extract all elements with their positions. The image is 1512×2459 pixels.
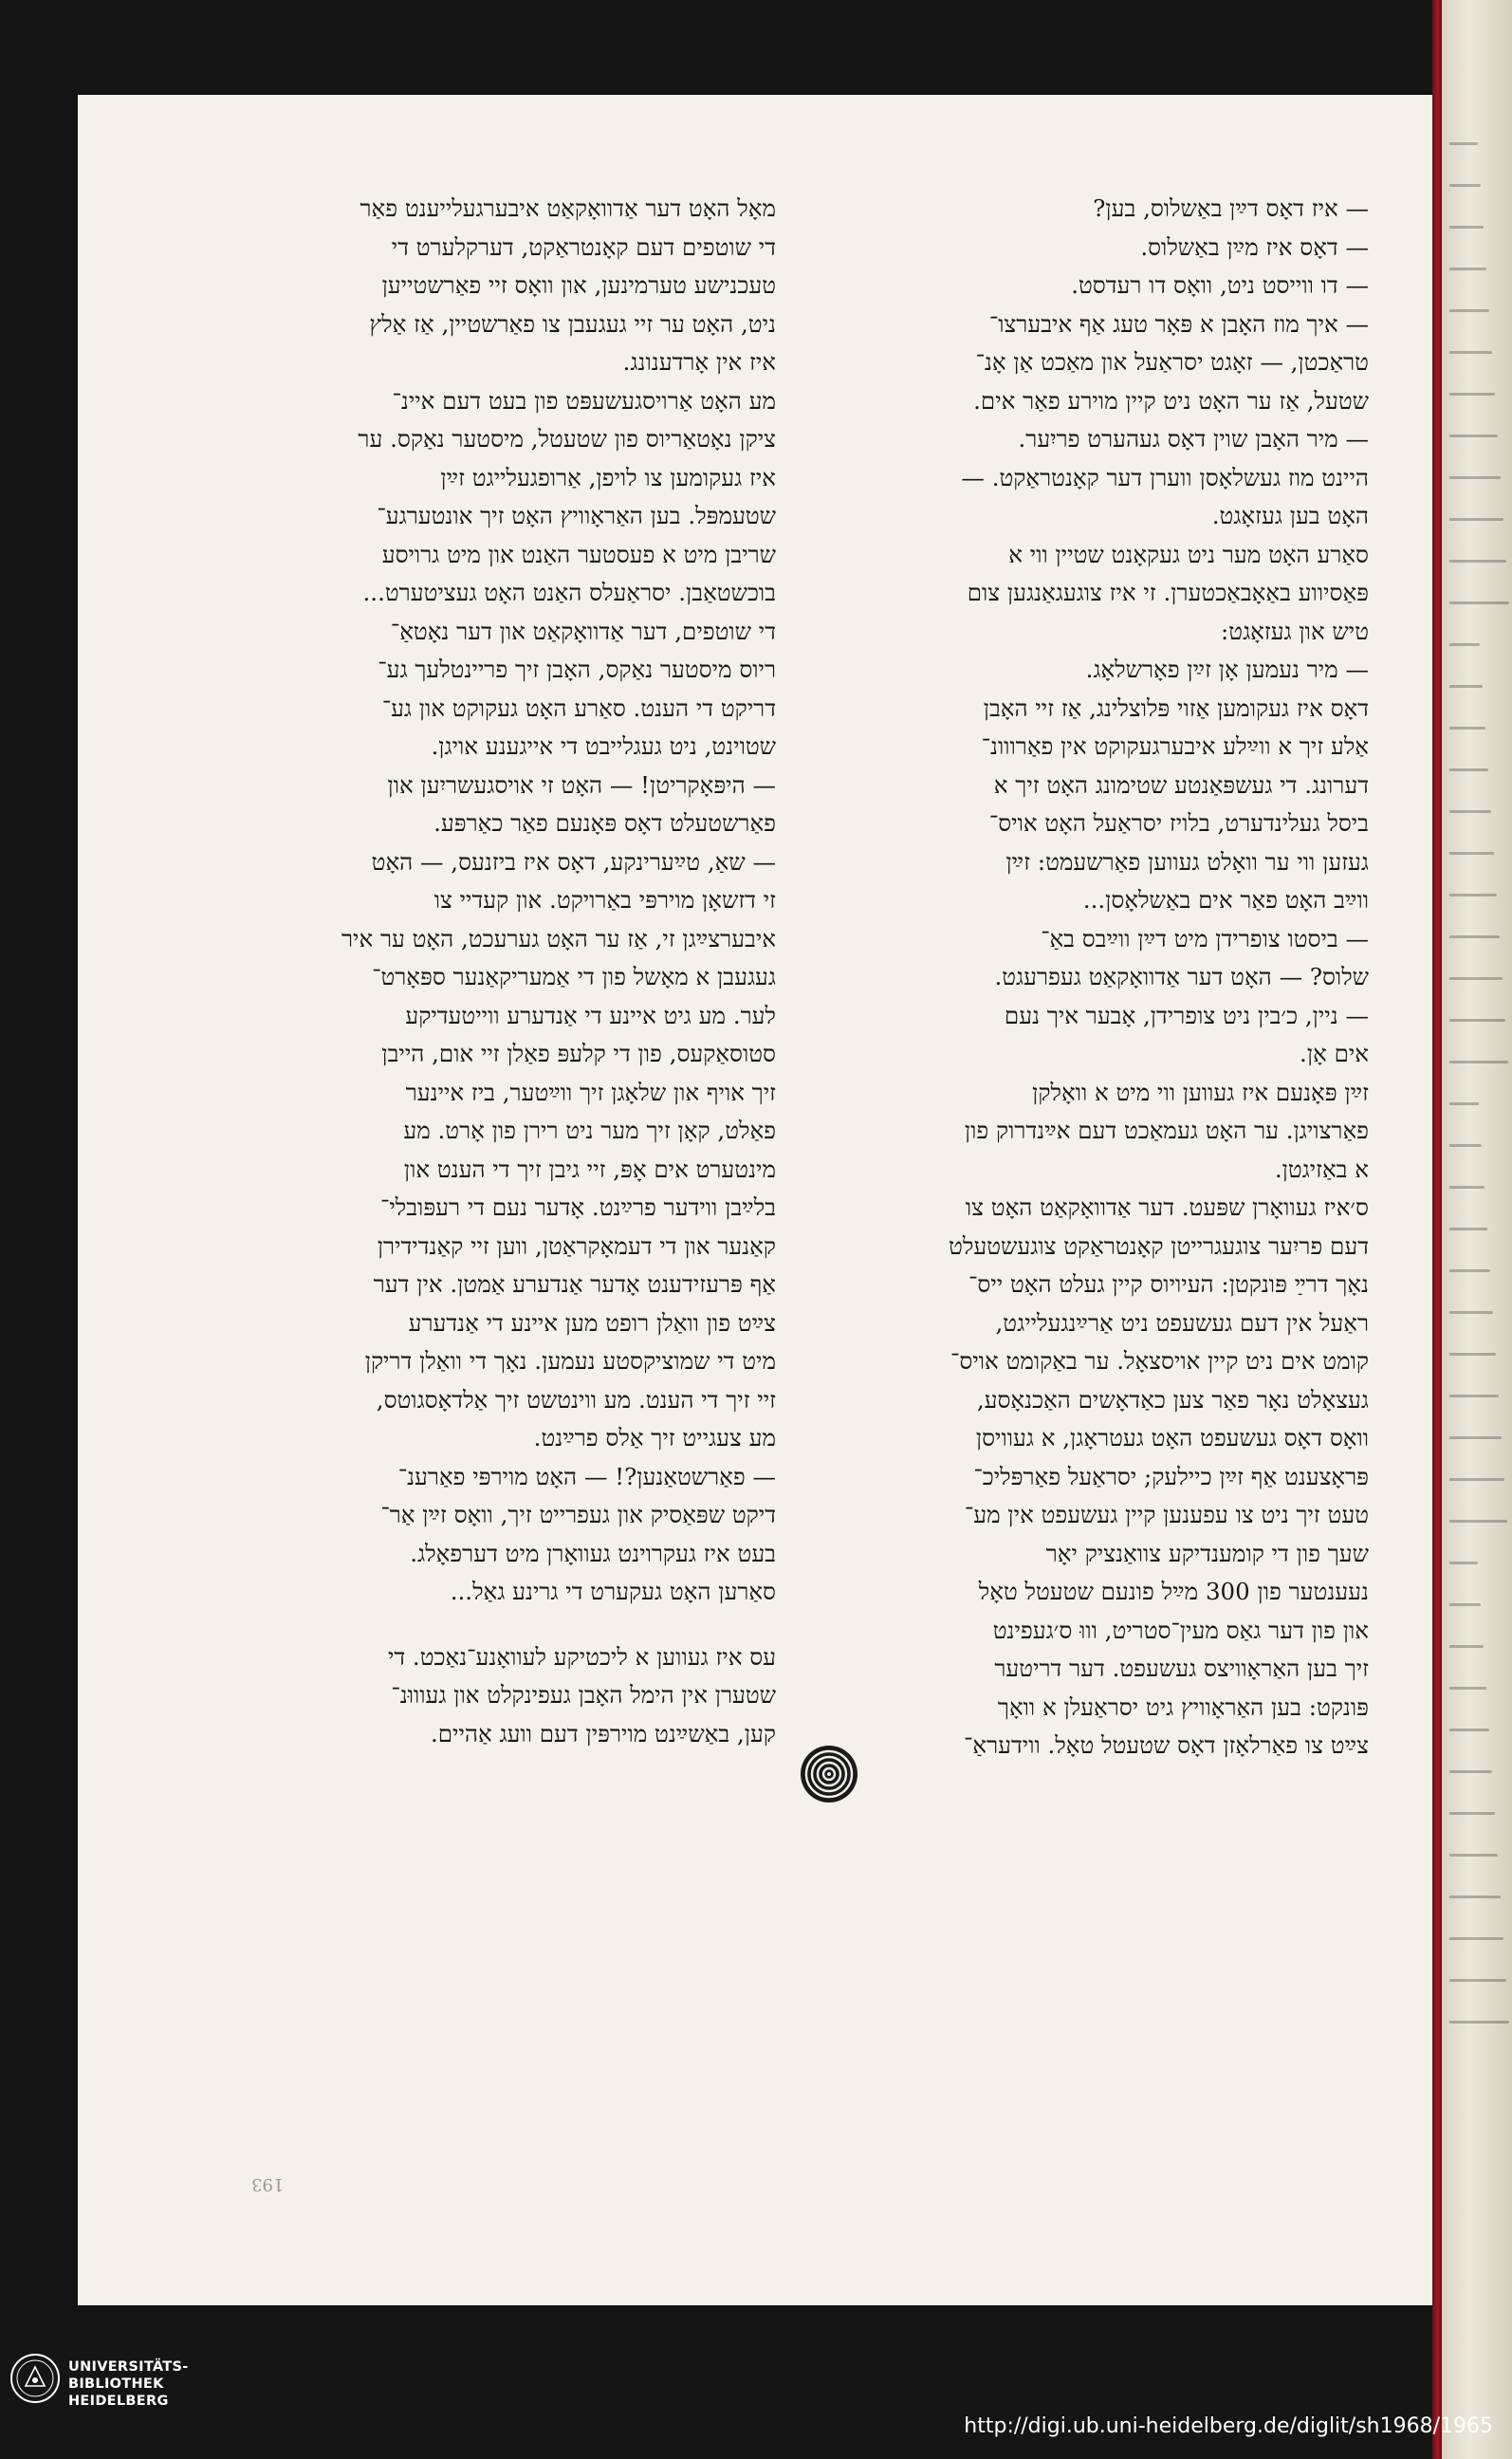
text-line: נאָך דרײַ פּונקטן: העיויוס קיין געלט האָט ייס־ [968,1270,1369,1298]
text-line: — מיר נעמען אָן זײַן פאָרשלאָג. [1085,656,1369,683]
text-line: מינטערט אים אָפּ, זיי גיבן זיך די הענט און [403,1155,776,1183]
text-line: קען, באַשײַנט מוירפּין דעם וועג אַהיים. [430,1719,776,1747]
text-line: — איז דאָס דײַן באַשלוס, בען? [1093,194,1369,222]
text-line: און פון דער גאַס מעין־סטריט, וווּ ס׳געפינט [992,1616,1369,1644]
text-line: טעט זיך ניט צו עפענען קיין געשעפט אין מע־ [964,1501,1369,1528]
text-line: דריקט די הענט. סאַרע האָט געקוקט און גע־ [381,693,776,722]
facing-page-text-line [1449,184,1481,187]
facing-page-text-line [1449,1854,1498,1857]
facing-page-text-line [1449,727,1485,730]
text-line: געזען ווי ער וואָלט געווען פאַרשעמט: זײַן [1005,847,1369,876]
facing-page-text-line [1449,1770,1492,1773]
university-seal-icon [9,2353,61,2404]
text-line: קאַנער און די דעמאָקראַטן, ווען זיי קאַנדידירן [377,1231,776,1260]
facing-page-text-line [1449,1478,1504,1481]
text-line: די שוטפים דעם קאָנטראַקט, דערקלערט די [391,232,776,261]
text-line: — איך מוז האָבן א פּאָר טעג אַף איבערצו־ [988,309,1369,338]
text-line: דיקט שפּאַסיק און געפרייט זיך, וואָס זײַן אַר־ [380,1501,776,1528]
text-line: דעם פריִער צוגעגרייטן קאָנטראַקט צוגעשטעלט [949,1231,1369,1260]
text-line: שריבן מיט א פעסטער האַנט און מיט גרויסע [381,540,776,568]
text-line: שטוינט, ניט געגלייבט די אייגענע אויגן. [431,732,776,760]
text-line: שעך פון די קומענדיקע צוואַנציק יאָר [1045,1539,1369,1567]
facing-page-text-line [1449,1144,1482,1147]
facing-page-text-line [1449,1812,1495,1815]
facing-page-text-line [1449,351,1492,354]
library-logo[interactable] [9,2343,218,2448]
text-line: ריוס מיסטער נאַקס, האָבן זיך פריינטלעך גע־ [378,656,776,683]
library-name-line-1: UNIVERSITÄTS- [68,2359,189,2375]
text-line: פּראָצענט אַף זײַן כיילעק; יסראַעל פאַרפּליכ־ [973,1462,1369,1490]
text-line: שטעל, אַז ער האָט ניט קיין מוירע פאַר אים. [973,386,1369,415]
text-line: עס איז געווען א ליכטיקע לעוואָנע־נאַכט. די [387,1642,776,1671]
facing-page-text-line [1449,1061,1508,1063]
text-line: בעט איז געקרוינט געוואָרן מיט דערפאָלג. [410,1539,776,1567]
library-name [68,2358,189,2410]
facing-page-text-line [1449,977,1503,980]
text-line: זיך בען האַראָוויצס געשעפט. דער דריטער [994,1655,1369,1682]
text-line: מע צעגייט זיך אַלס פרײַנט. [533,1424,776,1451]
facing-page-text-line [1449,434,1498,437]
text-line: ווײַב האָט פאַר אים באַשלאָסן... [1082,886,1369,914]
text-line: אים אָן. [1300,1040,1369,1067]
text-column-left [256,190,776,1753]
facing-page-text-line [1449,226,1484,229]
facing-page-text-line [1449,2021,1509,2024]
text-line: וואָס דאָס געשעפט האָט געטראָגן, א געוויסן [975,1424,1369,1451]
facing-page-text-line [1449,810,1491,813]
text-line: פּונקט: בען האַראָוויץ גיט יסראַעלן א וואָך [997,1692,1369,1721]
text-line: שטעמפּל. בען האַראָוויץ האָט זיך אונטערגע־ [377,502,776,529]
facing-page-text-line [1449,1729,1489,1731]
text-line: געגעבן א מאָשל פון די אַמעריקאַנער ספּאָרט־ [372,963,776,990]
text-line: בוכשטאַבן. יסראַעלס האַנט האָט געציטערט... [362,579,776,606]
text-line: לער. מע גיט איינע די אַנדערע ווייטעדיקע [405,1001,776,1029]
text-line: האָט בען געזאָגט. [1211,502,1369,529]
text-line: זיך אויף און שלאָגן זיך ווײַטער, ביז איינער [405,1078,776,1106]
facing-page-text-line [1449,685,1483,688]
page-number: 193 [251,2174,285,2194]
text-line: — דאָס איז מײַן באַשלוס. [1140,232,1369,261]
facing-page-text-line [1449,1102,1479,1105]
spiral-ornament-icon [799,1744,859,1804]
facing-page-text-line [1449,1687,1486,1690]
text-line: — שאַ, טײַערינקע, דאָס איז ביזנעס, — האָט [371,847,776,876]
text-line: ביסל געלינדערט, בלויז יסראַעל האָט אויס־ [988,809,1369,837]
facing-page-text-line [1449,476,1501,479]
text-line: — דו ווייסט ניט, וואָס דו רעדסט. [1071,271,1369,299]
text-line: איבערצײַגן זי, אַז ער האָט גערעכט, האָט ער איר [341,924,776,952]
text-line: זי דזשאָן מוירפּי באַרויקט. און קעדיי צו [433,886,776,914]
facing-page-text-line [1449,1979,1506,1982]
facing-page-text-line [1449,894,1497,897]
text-line: די שוטפים, דער אַדוואָקאַט און דער נאָטאַ־ [390,617,776,645]
text-line: טעכנישע טערמינען, און וואָס זיי פאַרשטייען [381,271,776,299]
facing-page-text-line [1449,309,1489,312]
text-line: צײַט פון וואַלן רופט מען איינע די אַנדערע [408,1308,776,1337]
text-line: דערונג. די געשפּאַנטע שטימונג האָט זיך א [993,770,1369,799]
text-line: פּאַסיווע באַאָבאַכטערן. זי איז צוגעגאַנגען צום [967,579,1369,606]
facing-page-text-line [1449,142,1478,145]
permalink-url[interactable]: http://digi.ub.uni-heidelberg.de/diglit/sh1968/1965 [964,2414,1493,2438]
text-line: א באַזיגטן. [1274,1155,1369,1183]
text-line: געצאָלט נאָר פאַר צען כאַדאָשים האַכנאָסע, [976,1385,1369,1414]
facing-page-text-line [1449,935,1500,938]
facing-page-edge [1442,0,1512,2459]
facing-page-text-line [1449,268,1486,270]
text-line: היינט מוז געשלאָסן ווערן דער קאָנטראַקט. — [961,463,1369,491]
text-line: אַלע זיך א ווײַלע איבערגעקוקט אין פאַרווונ־ [981,732,1369,760]
text-line: פאַרשטעלט דאָס פּאָנעם פאַר כאַרפּע. [433,809,776,837]
text-line: אַף פּרעזידענט אָדער אַנדערע אַמטן. אין דער [373,1270,776,1298]
facing-page-text-line [1449,560,1506,563]
text-line: דאָס איז געקומען אַזוי פּלוצלינג, אַז זיי האָבן [983,693,1369,722]
facing-page-text-line [1449,643,1480,646]
facing-page-text-line [1449,601,1509,604]
text-line: סאַרען האָט געקערט די גרינע גאַל... [450,1578,776,1605]
text-line: — מיר האָבן שוין דאָס געהערט פריִער. [1018,425,1369,453]
library-name-line-3: HEIDELBERG [68,2394,169,2409]
text-line: — ביסטו צופרידן מיט דײַן ווײַבס באַ־ [1041,924,1369,952]
text-line: שטערן אין הימל האָבן געפינקלט און געוווּנ־ [391,1681,776,1709]
facing-page-text-line [1449,852,1494,855]
text-line: פאַרצויגן. ער האָט געמאַכט דעם אײַנדרוק פון [964,1117,1369,1144]
facing-page-text-line [1449,1228,1487,1230]
book-edge [1432,0,1442,2459]
facing-page-text-line [1449,393,1495,396]
text-line: קומט אים ניט קיין אויסצאָל. ער באַקומט אויס־ [950,1347,1369,1375]
text-line: מאָל האָט דער אַדוואָקאַט איבערגעלייענט פאַר [360,194,776,222]
facing-page-text-line [1449,1019,1505,1022]
text-line: ניט, האָט ער זיי געגעבן צו פאַרשטיין, אַז אַלץ [369,309,776,338]
text-line: ראַעל אין דעם געשעפט ניט אַרײַנגעלייגט, [995,1308,1369,1337]
text-line: צײַט צו פאַרלאָזן דאָס שטעטל טאָל. ווידעראַ־ [964,1731,1369,1759]
text-line: מע האָט אַרויסגעשעפּט פון בעט דעם איינ־ [392,386,776,415]
text-line: — ניין, כ׳בין ניט צופרידן, אָבער איך נעם [1004,1001,1369,1029]
facing-page-text-line [1449,1395,1499,1397]
text-line: נעענטער פון 300 מײַל פונעם שטעטל טאָל [978,1578,1369,1605]
text-line: זיי זיך די הענט. מע ווינטשט זיך אַלדאָסגוטס, [376,1385,776,1414]
facing-page-text-line [1449,1895,1501,1898]
facing-page-text-line [1449,768,1488,771]
facing-page-text-line [1449,1353,1496,1356]
text-line: פאַלט, קאָן זיך מער ניט רירן פון אָרט. מע [403,1117,776,1144]
text-line: טיש און געזאָגט: [1221,617,1369,645]
text-column-right [852,190,1369,1766]
facing-page-text-line [1449,1562,1478,1564]
library-name-line-2: BIBLIOTHEK [68,2376,164,2392]
text-line: — פאַרשטאַנען?! — האָט מוירפּי פאַרענ־ [397,1462,776,1490]
text-line: מיט די שמוציקסטע נעמען. נאָך די וואַלן דריקן [364,1347,776,1375]
text-line: ציקן נאָטאַריוס פון שטעטל, מיסטער נאַקס. ער [358,425,776,453]
facing-page-text-line [1449,1311,1493,1314]
facing-page-text-line [1449,1436,1502,1439]
text-line: זײַן פּאָנעם איז געווען ווי מיט א וואָלקן [1032,1078,1369,1106]
facing-page-text-line [1449,1269,1490,1272]
text-line: טראַכטן, — זאָגט יסראַעל און מאַכט אַן אָנ־ [975,348,1369,376]
text-line: בלײַבן ווידער פרײַנט. אָדער נעם די רעפּובלי־ [379,1193,776,1221]
facing-page-text-line [1449,1603,1481,1606]
facing-page-text-line [1449,518,1503,521]
text-line: סאַרע האָט מער ניט געקאָנט שטיין ווי א [1008,540,1369,568]
text-line: — היפּאָקריטן! — האָט זי אויסגעשריִען און [387,770,776,799]
text-line: סטוסאַקעס, פון די קלעפּ פאַלן זיי אום, הייבן [381,1040,776,1067]
text-line: איז געקומען צו לויפן, אַרופגעלייגט זײַן [440,463,776,491]
facing-page-text-line [1449,1645,1484,1648]
facing-page-text-line [1449,1186,1484,1189]
text-line: ס׳איז געוואָרן שפּעט. דער אַדוואָקאַט האָט צו [965,1193,1369,1221]
facing-page-text-line [1449,1520,1507,1523]
text-line: שלוס? — האָט דער אַדוואָקאַט געפרעגט. [994,963,1369,990]
text-line: איז אין אָרדענונג. [622,348,776,376]
facing-page-text-line [1449,1937,1503,1940]
